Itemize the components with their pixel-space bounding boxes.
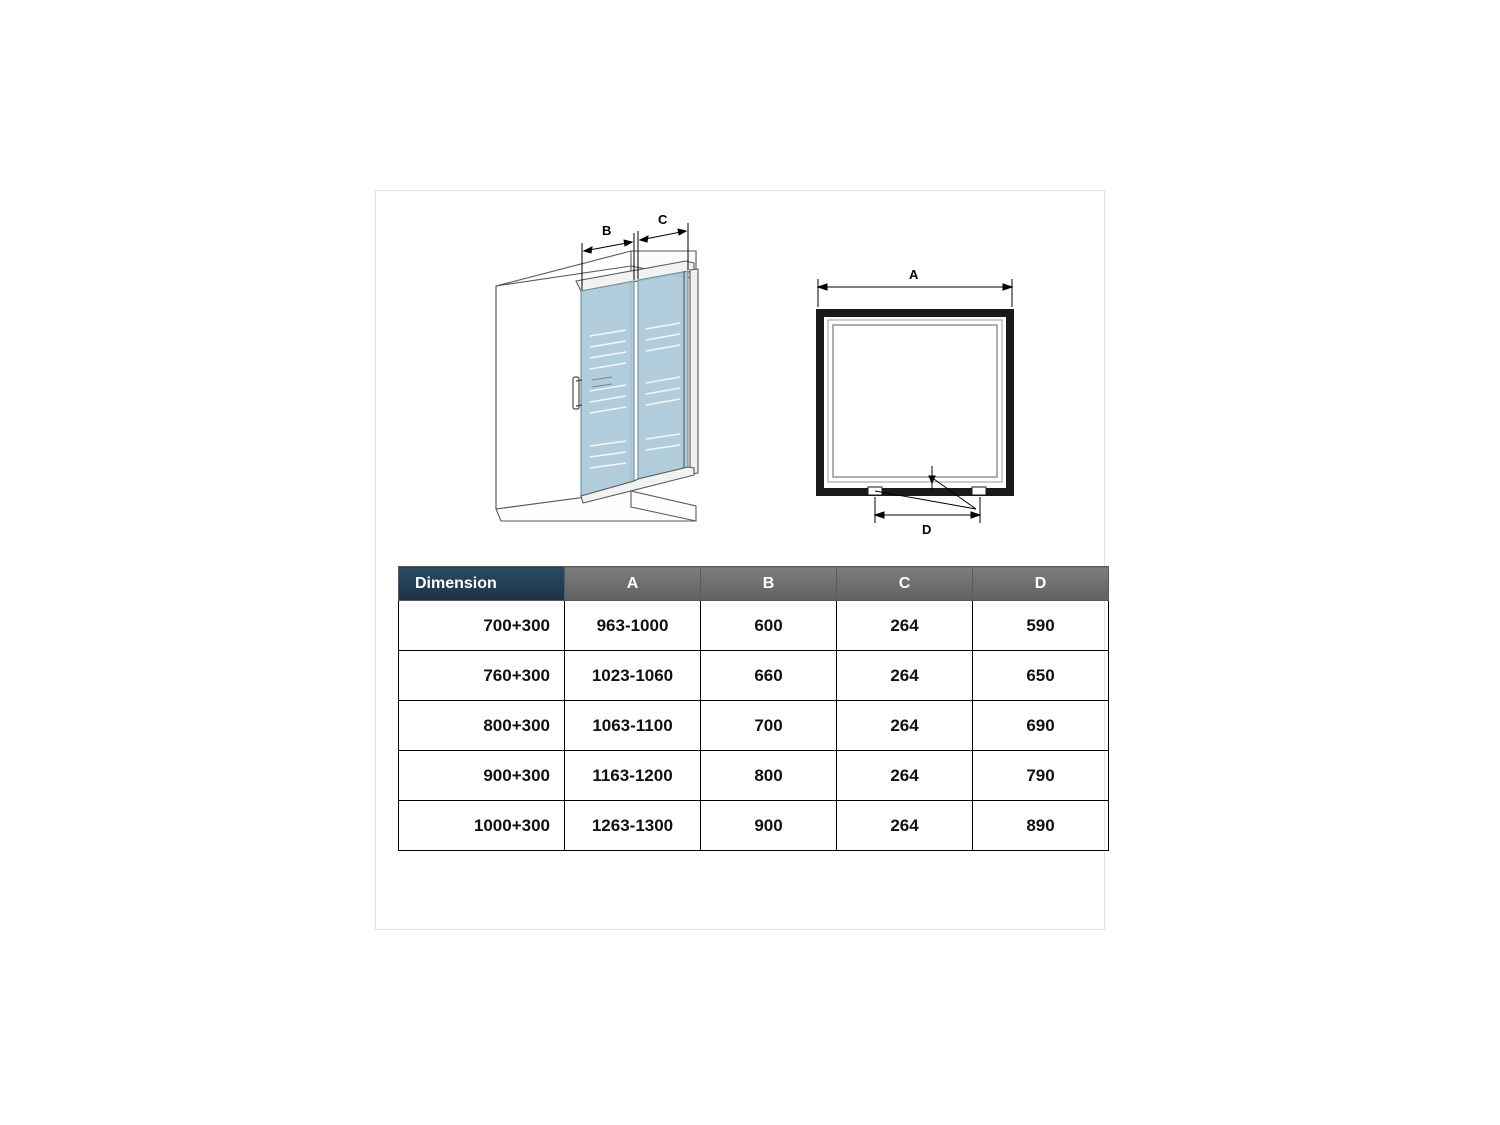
cell-c: 264 — [837, 751, 973, 801]
shower-enclosure-perspective — [496, 251, 698, 521]
dimension-table — [398, 566, 1109, 851]
table-row — [399, 651, 1109, 701]
cell-a: 1063-1100 — [565, 701, 701, 751]
cell-a: 1163-1200 — [565, 751, 701, 801]
cell-d: 690 — [973, 701, 1109, 751]
cell-b: 800 — [701, 751, 837, 801]
table-row — [399, 601, 1109, 651]
drawings-area — [376, 191, 1106, 561]
cell-b: 700 — [701, 701, 837, 751]
shower-enclosure-top-view — [816, 309, 1014, 509]
cell-d: 590 — [973, 601, 1109, 651]
cell-b: 900 — [701, 801, 837, 851]
table-row — [399, 701, 1109, 751]
label-D: D — [922, 522, 932, 537]
header-dimension: Dimension — [399, 567, 565, 601]
header-c: C — [837, 567, 973, 601]
label-B: B — [602, 223, 612, 238]
cell-d: 890 — [973, 801, 1109, 851]
table-row — [399, 801, 1109, 851]
cell-c: 264 — [837, 801, 973, 851]
table-header-row — [399, 567, 1109, 601]
cell-a: 963-1000 — [565, 601, 701, 651]
cell-dimension: 700+300 — [399, 601, 565, 651]
cell-dimension: 760+300 — [399, 651, 565, 701]
header-d: D — [973, 567, 1109, 601]
cell-d: 650 — [973, 651, 1109, 701]
header-a: A — [565, 567, 701, 601]
cell-a: 1023-1060 — [565, 651, 701, 701]
cell-d: 790 — [973, 751, 1109, 801]
cell-dimension: 1000+300 — [399, 801, 565, 851]
header-b: B — [701, 567, 837, 601]
cell-a: 1263-1300 — [565, 801, 701, 851]
cell-c: 264 — [837, 651, 973, 701]
cell-b: 660 — [701, 651, 837, 701]
cell-dimension: 900+300 — [399, 751, 565, 801]
label-C: C — [658, 212, 668, 227]
cell-c: 264 — [837, 701, 973, 751]
label-A: A — [909, 267, 919, 282]
cell-c: 264 — [837, 601, 973, 651]
cell-dimension: 800+300 — [399, 701, 565, 751]
spec-sheet-card — [375, 190, 1105, 930]
table-row — [399, 751, 1109, 801]
cell-b: 600 — [701, 601, 837, 651]
